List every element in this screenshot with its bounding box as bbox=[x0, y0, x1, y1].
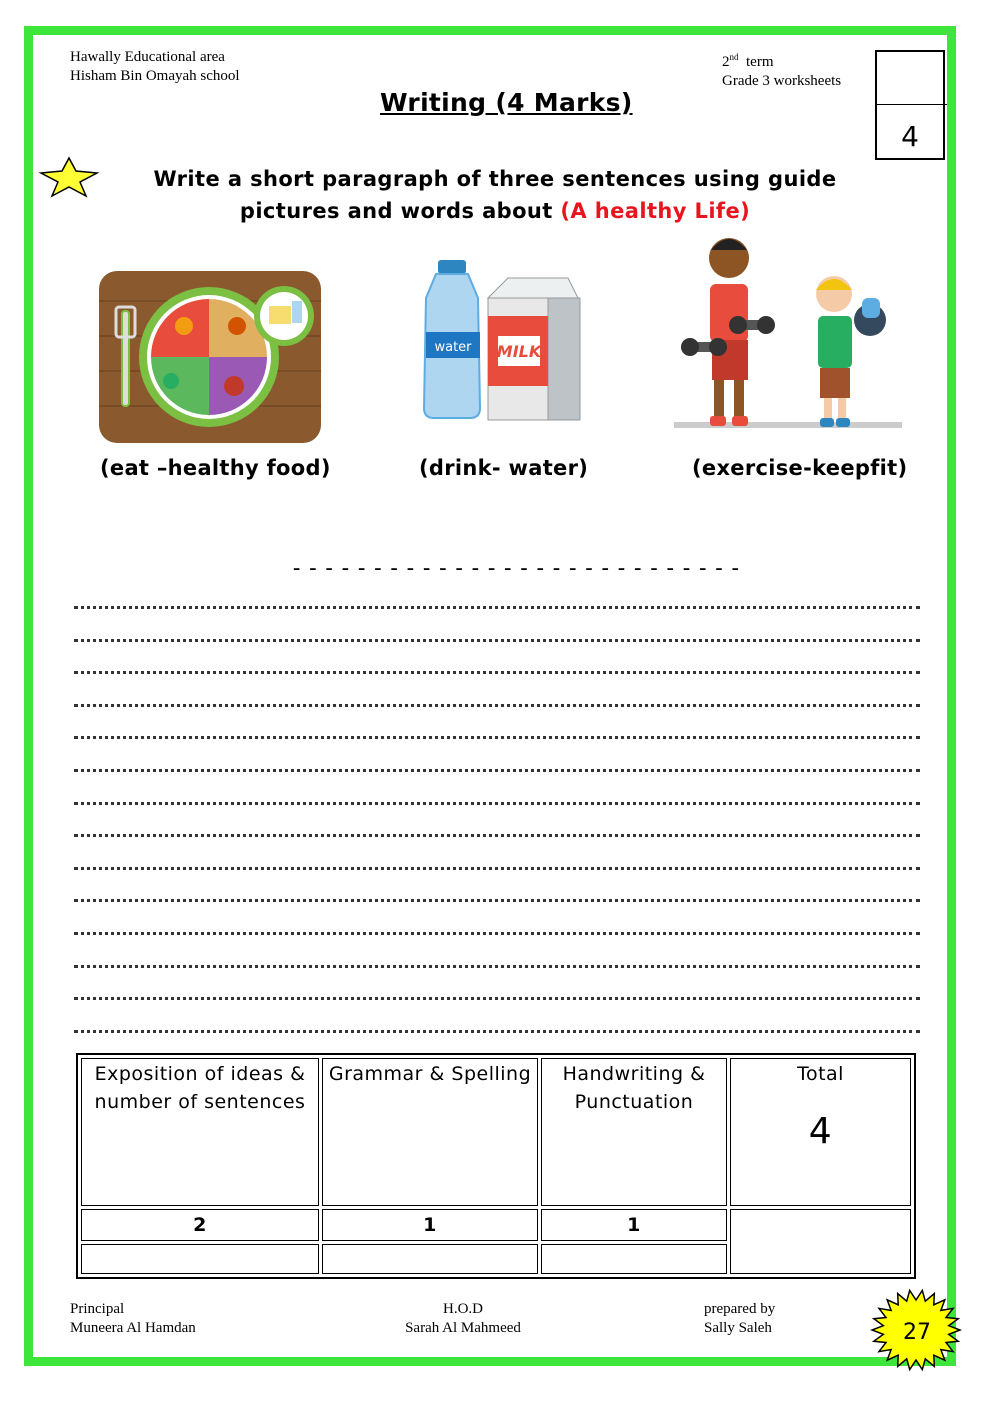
rubric-score-ideas[interactable] bbox=[81, 1244, 319, 1274]
rubric-total-score-cell[interactable] bbox=[730, 1209, 911, 1274]
score-value: 4 bbox=[901, 120, 919, 153]
school-info bbox=[70, 48, 240, 86]
writing-line[interactable] bbox=[74, 834, 920, 837]
svg-text:MILK: MILK bbox=[496, 342, 542, 361]
footer-prepared: prepared by Sally Saleh bbox=[704, 1301, 776, 1336]
instruction-topic: (A healthy Life) bbox=[560, 199, 751, 223]
footer-hod: H.O.D Sarah Al Mahmeed bbox=[405, 1301, 521, 1336]
page-title: Writing (4 Marks) bbox=[380, 88, 633, 117]
rubric-table bbox=[76, 1053, 916, 1279]
writing-line[interactable] bbox=[74, 769, 920, 772]
rubric-score-handwriting[interactable] bbox=[541, 1244, 727, 1274]
rubric-header-total: Total 4 bbox=[730, 1058, 911, 1206]
rubric-mark-ideas: 2 bbox=[81, 1209, 319, 1241]
writing-line[interactable] bbox=[74, 704, 920, 707]
term-info bbox=[722, 48, 841, 91]
writing-line[interactable] bbox=[74, 671, 920, 674]
title-blank-line: ---------------------------- bbox=[290, 556, 745, 581]
writing-line[interactable] bbox=[74, 606, 920, 609]
rubric-header-handwriting: Handwriting & Punctuation bbox=[541, 1058, 727, 1206]
school-text: Hisham Bin Omayah school bbox=[70, 68, 240, 84]
area-text: Hawally Educational area bbox=[70, 49, 225, 65]
writing-line[interactable] bbox=[74, 639, 920, 642]
term-text: 2nd term bbox=[722, 52, 774, 70]
writing-line[interactable] bbox=[74, 965, 920, 968]
svg-text:water: water bbox=[434, 340, 472, 355]
grade-text: Grade 3 worksheets bbox=[722, 73, 842, 89]
score-box bbox=[875, 50, 945, 160]
rubric-header-ideas: Exposition of ideas & number of sentences bbox=[81, 1058, 319, 1206]
writing-line[interactable] bbox=[74, 997, 920, 1000]
rubric-mark-grammar: 1 bbox=[322, 1209, 538, 1241]
footer-principal: Principal Muneera Al Hamdan bbox=[70, 1301, 196, 1336]
writing-line[interactable] bbox=[74, 899, 920, 902]
caption-water: (drink- water) bbox=[419, 456, 589, 480]
writing-line[interactable] bbox=[74, 802, 920, 805]
exercise-kids-icon bbox=[674, 232, 902, 438]
rubric-mark-handwriting: 1 bbox=[541, 1209, 727, 1241]
water-milk-icon bbox=[418, 258, 586, 422]
page-number: 27 bbox=[903, 1320, 931, 1345]
writing-line[interactable] bbox=[74, 867, 920, 870]
instruction-text: Write a short paragraph of three sentences using guide pictures and words about bbox=[153, 167, 837, 223]
rubric-total-value: 4 bbox=[808, 1111, 833, 1152]
writing-line[interactable] bbox=[74, 932, 920, 935]
writing-line[interactable] bbox=[74, 736, 920, 739]
page-number-badge bbox=[870, 1288, 962, 1372]
rubric-score-grammar[interactable] bbox=[322, 1244, 538, 1274]
healthy-plate-icon bbox=[99, 271, 321, 443]
caption-exercise: (exercise-keepfit) bbox=[692, 456, 908, 480]
writing-line[interactable] bbox=[74, 1030, 920, 1033]
caption-food: (eat –healthy food) bbox=[100, 456, 331, 480]
rubric-header-grammar: Grammar & Spelling bbox=[322, 1058, 538, 1206]
star-icon bbox=[38, 156, 100, 198]
instruction bbox=[100, 163, 890, 227]
